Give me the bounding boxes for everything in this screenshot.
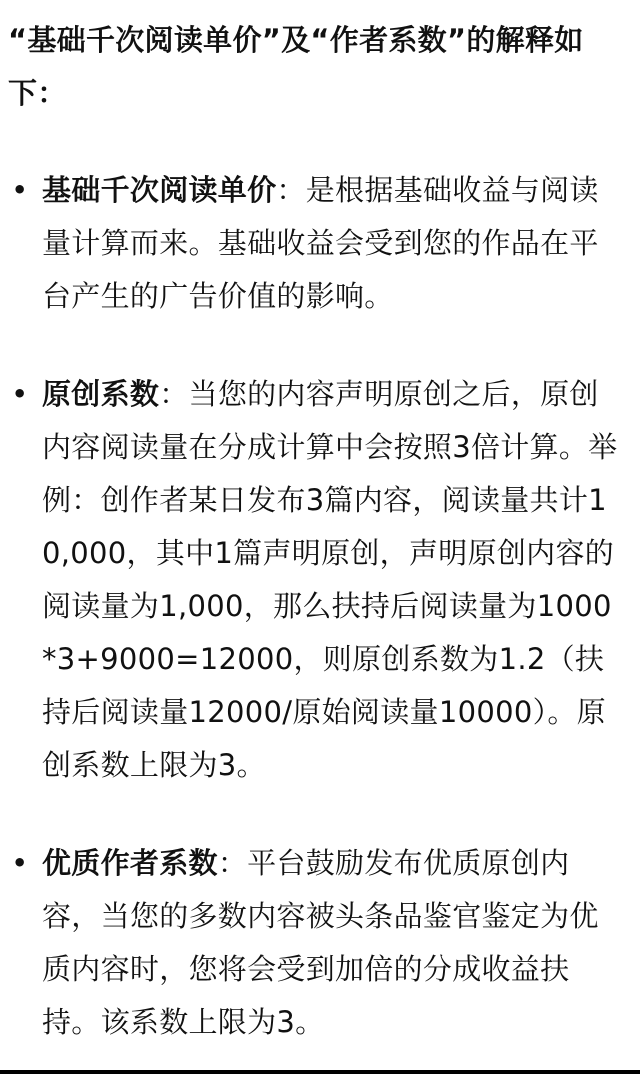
intro-paragraph: “基础千次阅读单价”及“作者系数”的解释如下：	[8, 23, 584, 110]
term-description: 当您的内容声明原创之后，原创内容阅读量在分成计算中会按照3倍计算。举例：创作者某日发布3篇内容，阅读量共计10,000，其中1篇声明原创，声明原创内容的阅读量为1,000，那么扶持后阅读量为1000*3+9000=12000，则原创系数为1.2（扶持后阅读量12000/原始阅读量10000）。原创系数上限为3。	[42, 377, 618, 782]
term-separator: ：	[217, 846, 248, 880]
bullet-icon: •	[12, 176, 28, 204]
term-description: 平台鼓励发布优质原创内容，当您的多数内容被头条品鉴官鉴定为优质内容时，您将会受到加倍的分成收益扶持。该系数上限为3。	[42, 846, 599, 1039]
bullet-icon: •	[12, 380, 28, 408]
bullet-icon: •	[12, 849, 28, 877]
term-separator: ：	[159, 377, 189, 411]
list-item-original-coefficient	[8, 368, 620, 792]
term-separator: ：	[276, 173, 306, 207]
list-item-base-price	[8, 164, 620, 323]
term-label: 原创系数	[42, 377, 160, 411]
term-label: 优质作者系数	[42, 846, 218, 880]
term-description: 是根据基础收益与阅读量计算而来。基础收益会受到您的作品在平台产生的广告价值的影响。	[42, 173, 599, 313]
term-label: 基础千次阅读单价	[42, 173, 277, 207]
list-item-quality-author-coefficient	[8, 837, 620, 1049]
definition-list	[8, 164, 620, 1049]
